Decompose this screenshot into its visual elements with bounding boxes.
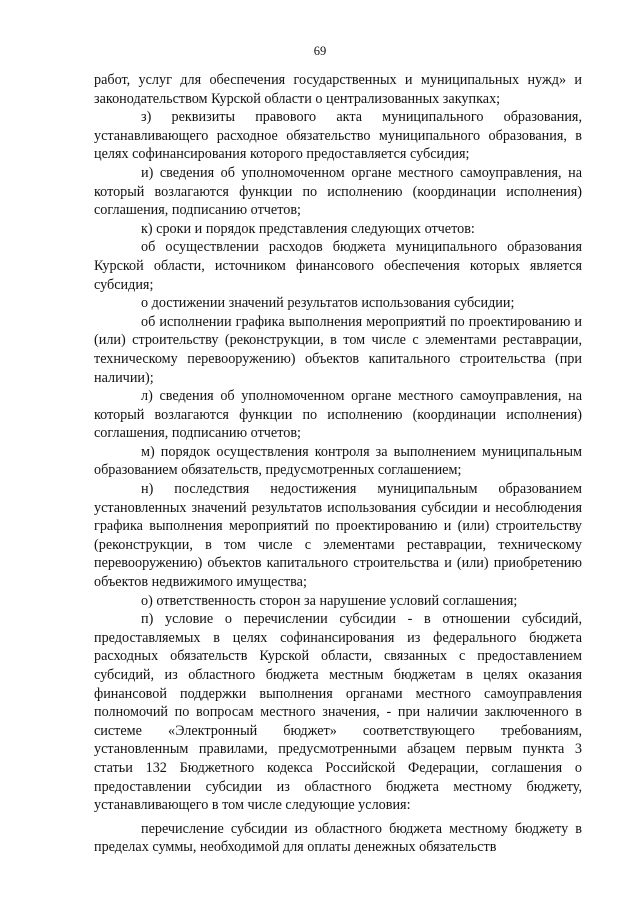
paragraph-report-results: о достижении значений результатов использования субсидии; <box>141 295 515 312</box>
paragraph-continuation: работ, услуг для обеспечения государственных и муниципальных нужд» и законодательством Курской области о централизованных закупках; <box>94 72 582 107</box>
paragraph-report-schedule: об исполнении графика выполнения мероприятий по проектированию и (или) строительству (реконструкции, в том числе с элементами реставрации, техническому перевооружению) объектов капитального строительства (при наличии); <box>94 313 582 386</box>
paragraph-l: л) сведения об уполномоченном органе местного самоуправления, на который возлагаются функции по исполнению (координации исполнения) соглашения, подписанию отчетов; <box>94 388 582 442</box>
paragraph-i: и) сведения об уполномоченном органе местного самоуправления, на который возлагаются функции по исполнению (координации исполнения) соглашения, подписанию отчетов; <box>94 164 582 219</box>
paragraph-n: н) последствия недостижения муниципальным образованием установленных значений результатов использования субсидии и несоблюдения графика выполнения мероприятий по проектированию и (или) строительству (реконструкции, в том числе с элементами реставрации, техническому перевооружению) объектов капитального строительства и (или) приобретению объектов недвижимого имущества; <box>94 481 582 591</box>
paragraph-p: п) условие о перечислении субсидии - в отношении субсидий, предоставляемых в целях софинансирования из федерального бюджета расходных обязательств Курской области, связанных с предоставлением субсидий, из областного бюджета местным бюджетам в целях оказания финансовой поддержки выполнения органами местного самоуправления полномочий по вопросам местного значения, - при наличии заключенного в системе «Электронный бюджет» соответствующего требованиям, установленным правилами, предусмотренными абзацем первым пункта 3 статьи 132 Бюджетного кодекса Российской Федерации, соглашения о предоставлении субсидии из областного бюджета местному бюджету, устанавливающего в том числе следующие условия: <box>94 611 582 814</box>
page-number: 69 <box>313 44 327 58</box>
paragraph-o: о) ответственность сторон за нарушение условий соглашения; <box>141 592 518 609</box>
body-text <box>94 71 582 857</box>
paragraph-k: к) сроки и порядок представления следующих отчетов: <box>141 220 475 237</box>
paragraph-transfer: перечисление субсидии из областного бюджета местному бюджету в пределах суммы, необходимой для оплаты денежных обязательств <box>94 820 582 856</box>
paragraph-z: з) реквизиты правового акта муниципального образования, устанавливающего расходное обязательство муниципального образования, в целях софинансирования которого предоставляется субсидия; <box>94 109 582 163</box>
paragraph-report-expenses: об осуществлении расходов бюджета муниципального образования Курской области, источником финансового обеспечения которых является субсидия; <box>94 239 582 293</box>
paragraph-m: м) порядок осуществления контроля за выполнением муниципальным образованием обязательств, предусмотренных соглашением; <box>94 443 582 479</box>
